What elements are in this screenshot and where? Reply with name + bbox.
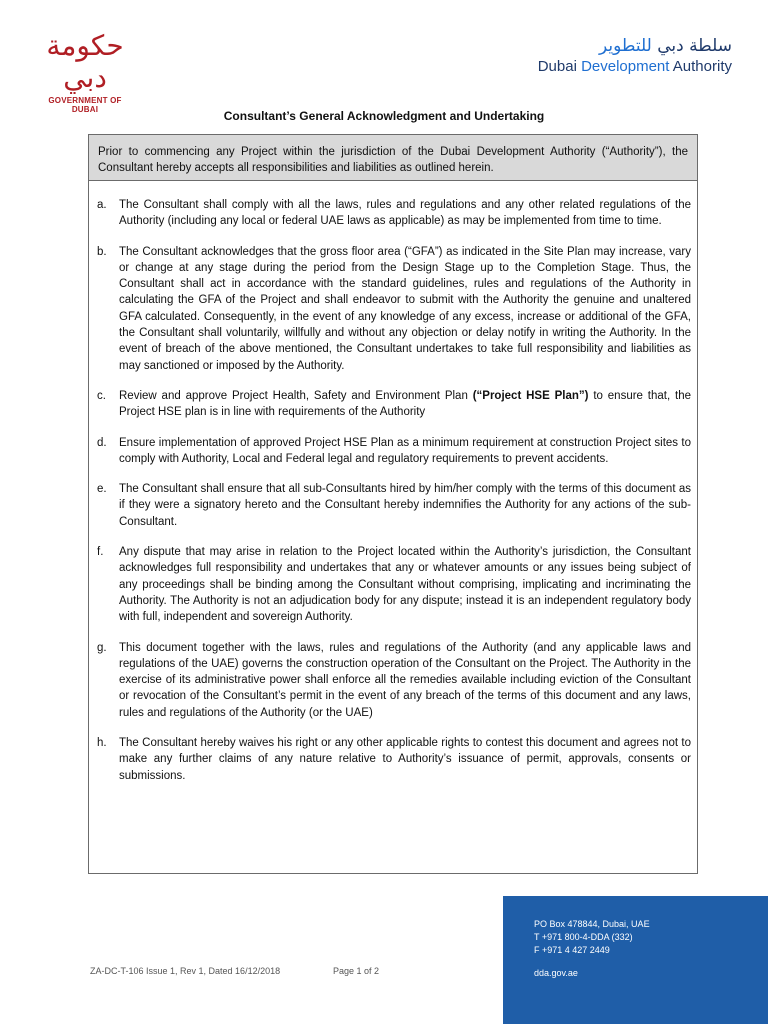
clause-d [97, 435, 691, 468]
clause-letter: f. [97, 546, 104, 559]
clause-text: The Consultant shall comply with all the laws, rules and regulations and any other related regulations of the Authority (including any local or federal UAE laws as applicable) as may be implemented from time to time. [119, 199, 691, 228]
clause-text: The Consultant shall ensure that all sub-Consultants hired by him/her comply with the terms of this document as if they were a signatory hereto and the Consultant hereby indemnifies the Authority for any actions of the sub-Consultant. [119, 483, 691, 528]
clause-text: Any dispute that may arise in relation to the Project located within the Authority’s jurisdiction, the Consultant acknowledges full responsibility and undertakes that any or whatever amounts or any issues being subject of any proceedings shall be binding among the Consultant without comprising, implicating and incriminating the Authority. The Authority is not an adjudication body for any dispute; instead it is an independent regulatory body with full, independent and sovereign Authority. [119, 546, 691, 624]
fax: F +971 4 427 2449 [534, 945, 610, 955]
document-title: Consultant’s General Acknowledgment and Undertaking [223, 109, 545, 123]
dda-logo-english [492, 58, 732, 75]
clause-text-part: Review and approve Project Health, Safety and Environment Plan [119, 389, 473, 402]
clause-letter: h. [97, 737, 107, 750]
clause-letter: a. [97, 199, 107, 211]
clause-a [97, 197, 691, 230]
clause-e [97, 481, 691, 530]
clauses-box [88, 134, 698, 874]
dda-logo-arabic-part2: للتطوير [599, 36, 652, 56]
clause-letter: c. [97, 389, 106, 402]
clause-text: This document together with the laws, rules and regulations of the Authority (and any applicable laws and regulations of the UAE) governs the construction operation of the Consultant on the Project. The Authority in the exercise of its administrative power shall enforce all the remedies available including eviction of the Consultant or revocation of the Consultant’s permit in the event of any breach of the terms of this document and any laws, rules and regulations of the Authority (or the UAE) [119, 641, 691, 719]
dda-logo-arabic-part1: سلطة دبي [657, 36, 732, 56]
clause-text: The Consultant acknowledges that the gross floor area (“GFA”) as indicated in the Site Plan may increase, vary or change at any stage during the period from the Design Stage up to the Completion Stage. Thus, the Consultant shall act in accordance with the standard guidelines, rules and regulations of the Authority in calculating the GFA of the Project and shall endeavor to submit with the Authority the genuine and unaltered GFA calculated. Consequently, in the event of any knowledge of any excess, increase or additional of the GFA, the Consultant shall voluntarily, willfully and without any objection or delay notify in writing the Authority. In the event of breach of the above mentioned, the Consultant undertakes to take full responsibility and liabilities as may sanctioned or imposed by the Authority. [119, 245, 691, 372]
dda-logo [492, 36, 732, 75]
government-of-dubai-logo [36, 29, 134, 114]
clause-h [97, 735, 691, 784]
intro-paragraph: Prior to commencing any Project within the jurisdiction of the Dubai Development Authority (“Authority”), the Consultant hereby accepts all responsibilities and liabilities as outlined herein. [89, 135, 697, 181]
clause-letter: g. [97, 641, 107, 654]
dda-logo-english-part2: Development [581, 58, 670, 75]
document-reference: ZA-DC-T-106 Issue 1, Rev 1, Dated 16/12/2018 [90, 966, 281, 976]
clause-list [89, 181, 697, 784]
logo-english-text: GOVERNMENT OF DUBAI [48, 96, 122, 114]
clause-c [97, 388, 691, 421]
dda-logo-english-part3: Authority [669, 58, 732, 75]
clause-text-part: to ensure that, the Project HSE plan is in line with requirements of the Authority [119, 389, 691, 419]
clause-letter: b. [97, 245, 107, 258]
clause-g [97, 640, 691, 721]
clause-letter: d. [97, 436, 107, 449]
clause-f [97, 544, 691, 625]
clause-text: Ensure implementation of approved Project HSE Plan as a minimum requirement at construction Project sites to comply with Authority, Local and Federal legal and regulatory requirements to prevent accidents. [119, 436, 691, 465]
po-box: PO Box 478844, Dubai, UAE [534, 919, 650, 929]
dda-logo-english-part1: Dubai [537, 58, 582, 75]
clause-text: The Consultant hereby waives his right or any other applicable rights to contest this document and agrees not to make any further claims of any nature relative to Authority’s issuance of permit, approvals, consents or submissions. [119, 737, 691, 782]
logo-arabic-text: حكومة دبي [46, 29, 124, 94]
telephone: T +971 800-4-DDA (332) [534, 932, 633, 942]
website-link[interactable]: dda.gov.ae [534, 968, 578, 978]
page-number: Page 1 of 2 [333, 966, 380, 976]
clause-b [97, 244, 691, 374]
dda-logo-arabic [492, 36, 732, 56]
contact-footer [503, 896, 768, 1024]
clause-text [119, 388, 691, 421]
clause-text-bold: (“Project HSE Plan”) [472, 389, 589, 402]
clause-letter: e. [97, 483, 107, 496]
